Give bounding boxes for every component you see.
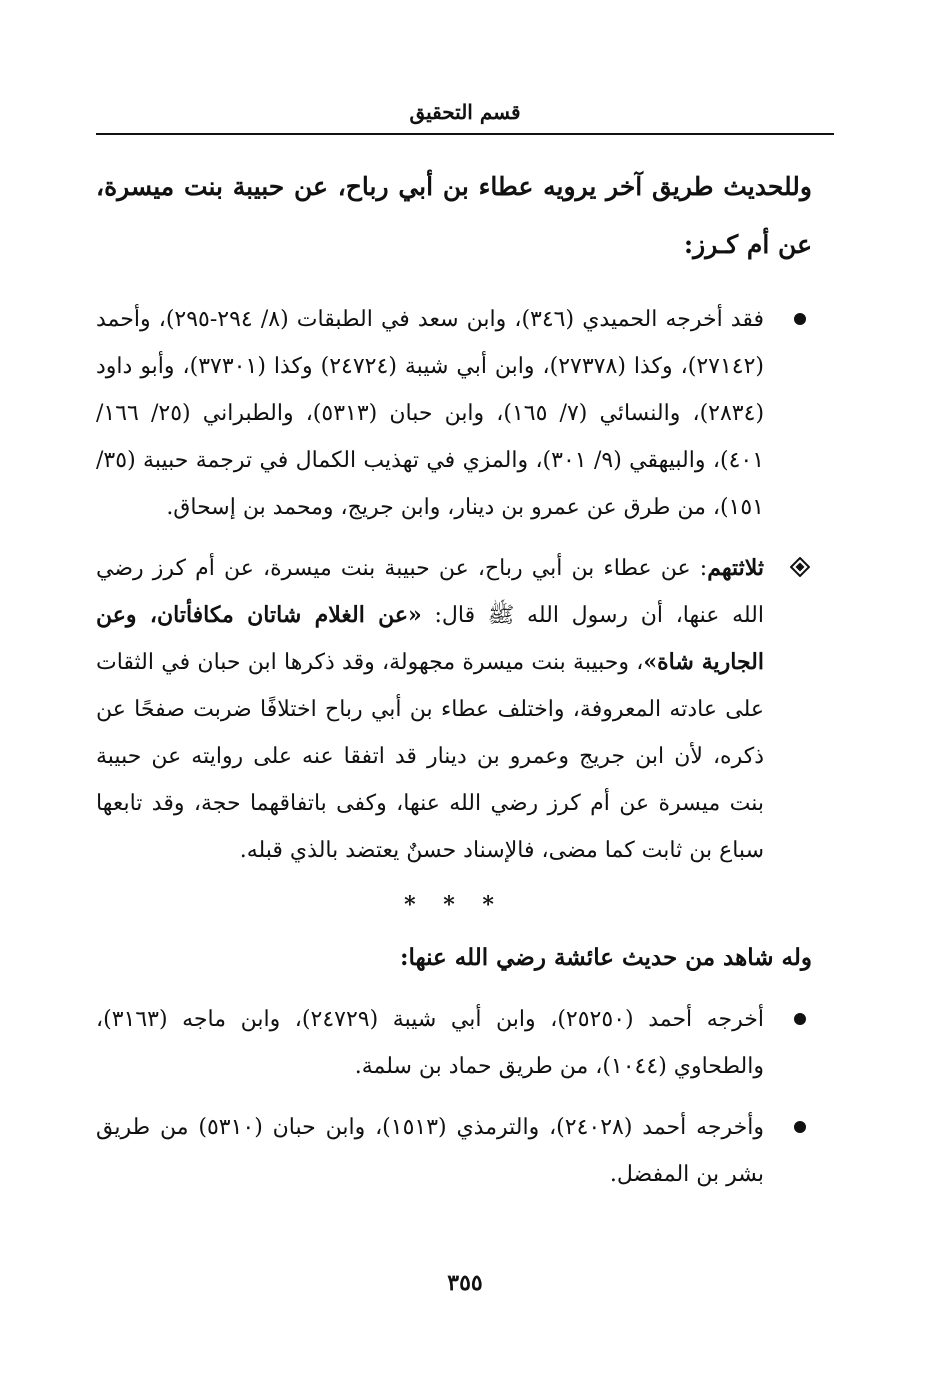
takhrij-text: فقد أخرجه الحميدي (٣٤٦)، وابن سعد في الطبقات (٨/ ٢٩٤-٢٩٥)، وأحمد (٢٧١٤٢)، وكذا (٢٧٣٧٨)، وابن أبي شيبة (٢٤٧٢٤) وكذا (٣٧٣٠١)، وأبو داود (٢٨٣٤)، والنسائي (٧/ ١٦٥)، وابن حبان (٥٣١٣)، والطبراني (٢٥/ ١٦٦/ ٤٠١)، والبيهقي (٩/ ٣٠١)، والمزي في تهذيب الكمال في ترجمة حبيبة (٣٥/ ١٥١)، من طرق عن عمرو بن دينار، وابن جريج، ومحمد بن إسحاق. (96, 307, 765, 520)
section-subheading: وله شاهد من حديث عائشة رضي الله عنها: (400, 944, 812, 971)
section-separator: * * * (404, 892, 504, 918)
hadith-quote: «عن الغلام شاتان مكافأتان، وعن الجارية شاة» (96, 602, 764, 675)
takhrij-item (96, 296, 812, 531)
takhrij-text: أخرجه أحمد (٢٥٢٥٠)، وابن أبي شيبة (٢٤٧٢٩)، وابن ماجه (٣١٦٣)، والطحاوي (١٠٤٤)، من طريق حماد بن سلمة. (96, 1007, 765, 1079)
header-rule (96, 133, 834, 135)
ruling-text-b: ، وحبيبة بنت ميسرة مجهولة، وقد ذكرها ابن حبان في الثقات على عادته المعروفة، واختلف عطاء بن أبي رباح اختلافًا ضربت صفحًا عن ذكره، لأن ابن جريج وعمرو بن دينار قد اتفقا عنه على روايته عن حبيبة بنت ميسرة عن أم كرز رضي الله عنها، وكفى باتفاقهما حجة، وقد تابعها سباع بن ثابت كما مضى، فالإسناد حسنٌ يعتضد بالذي قبله. (96, 650, 764, 863)
bullet-icon (794, 1013, 806, 1025)
ruling-item (96, 545, 812, 874)
diamond-icon (790, 557, 810, 577)
running-header: قسم التحقيق (409, 100, 521, 124)
bullet-icon (794, 1121, 806, 1133)
takhrij-item (96, 1104, 812, 1198)
intro-paragraph: وللحديث طريق آخر يرويه عطاء بن أبي رباح، عن حبيبة بنت ميسرة، عن أم كـرز: (96, 172, 812, 259)
page-number: ٣٥٥ (447, 1270, 483, 1296)
takhrij-item (96, 996, 812, 1090)
ruling-text-a: : عن عطاء بن أبي رباح، عن حبيبة بنت ميسرة، عن أم كرز رضي الله عنها، أن رسول الله ﷺ قال: (96, 556, 764, 628)
page-body (96, 158, 812, 1212)
takhrij-text: وأخرجه أحمد (٢٤٠٢٨)، والترمذي (١٥١٣)، وابن حبان (٥٣١٠) من طريق بشر بن المفضل. (96, 1115, 764, 1187)
bullet-icon (794, 313, 806, 325)
ruling-lead: ثلاثتهم (707, 555, 764, 581)
